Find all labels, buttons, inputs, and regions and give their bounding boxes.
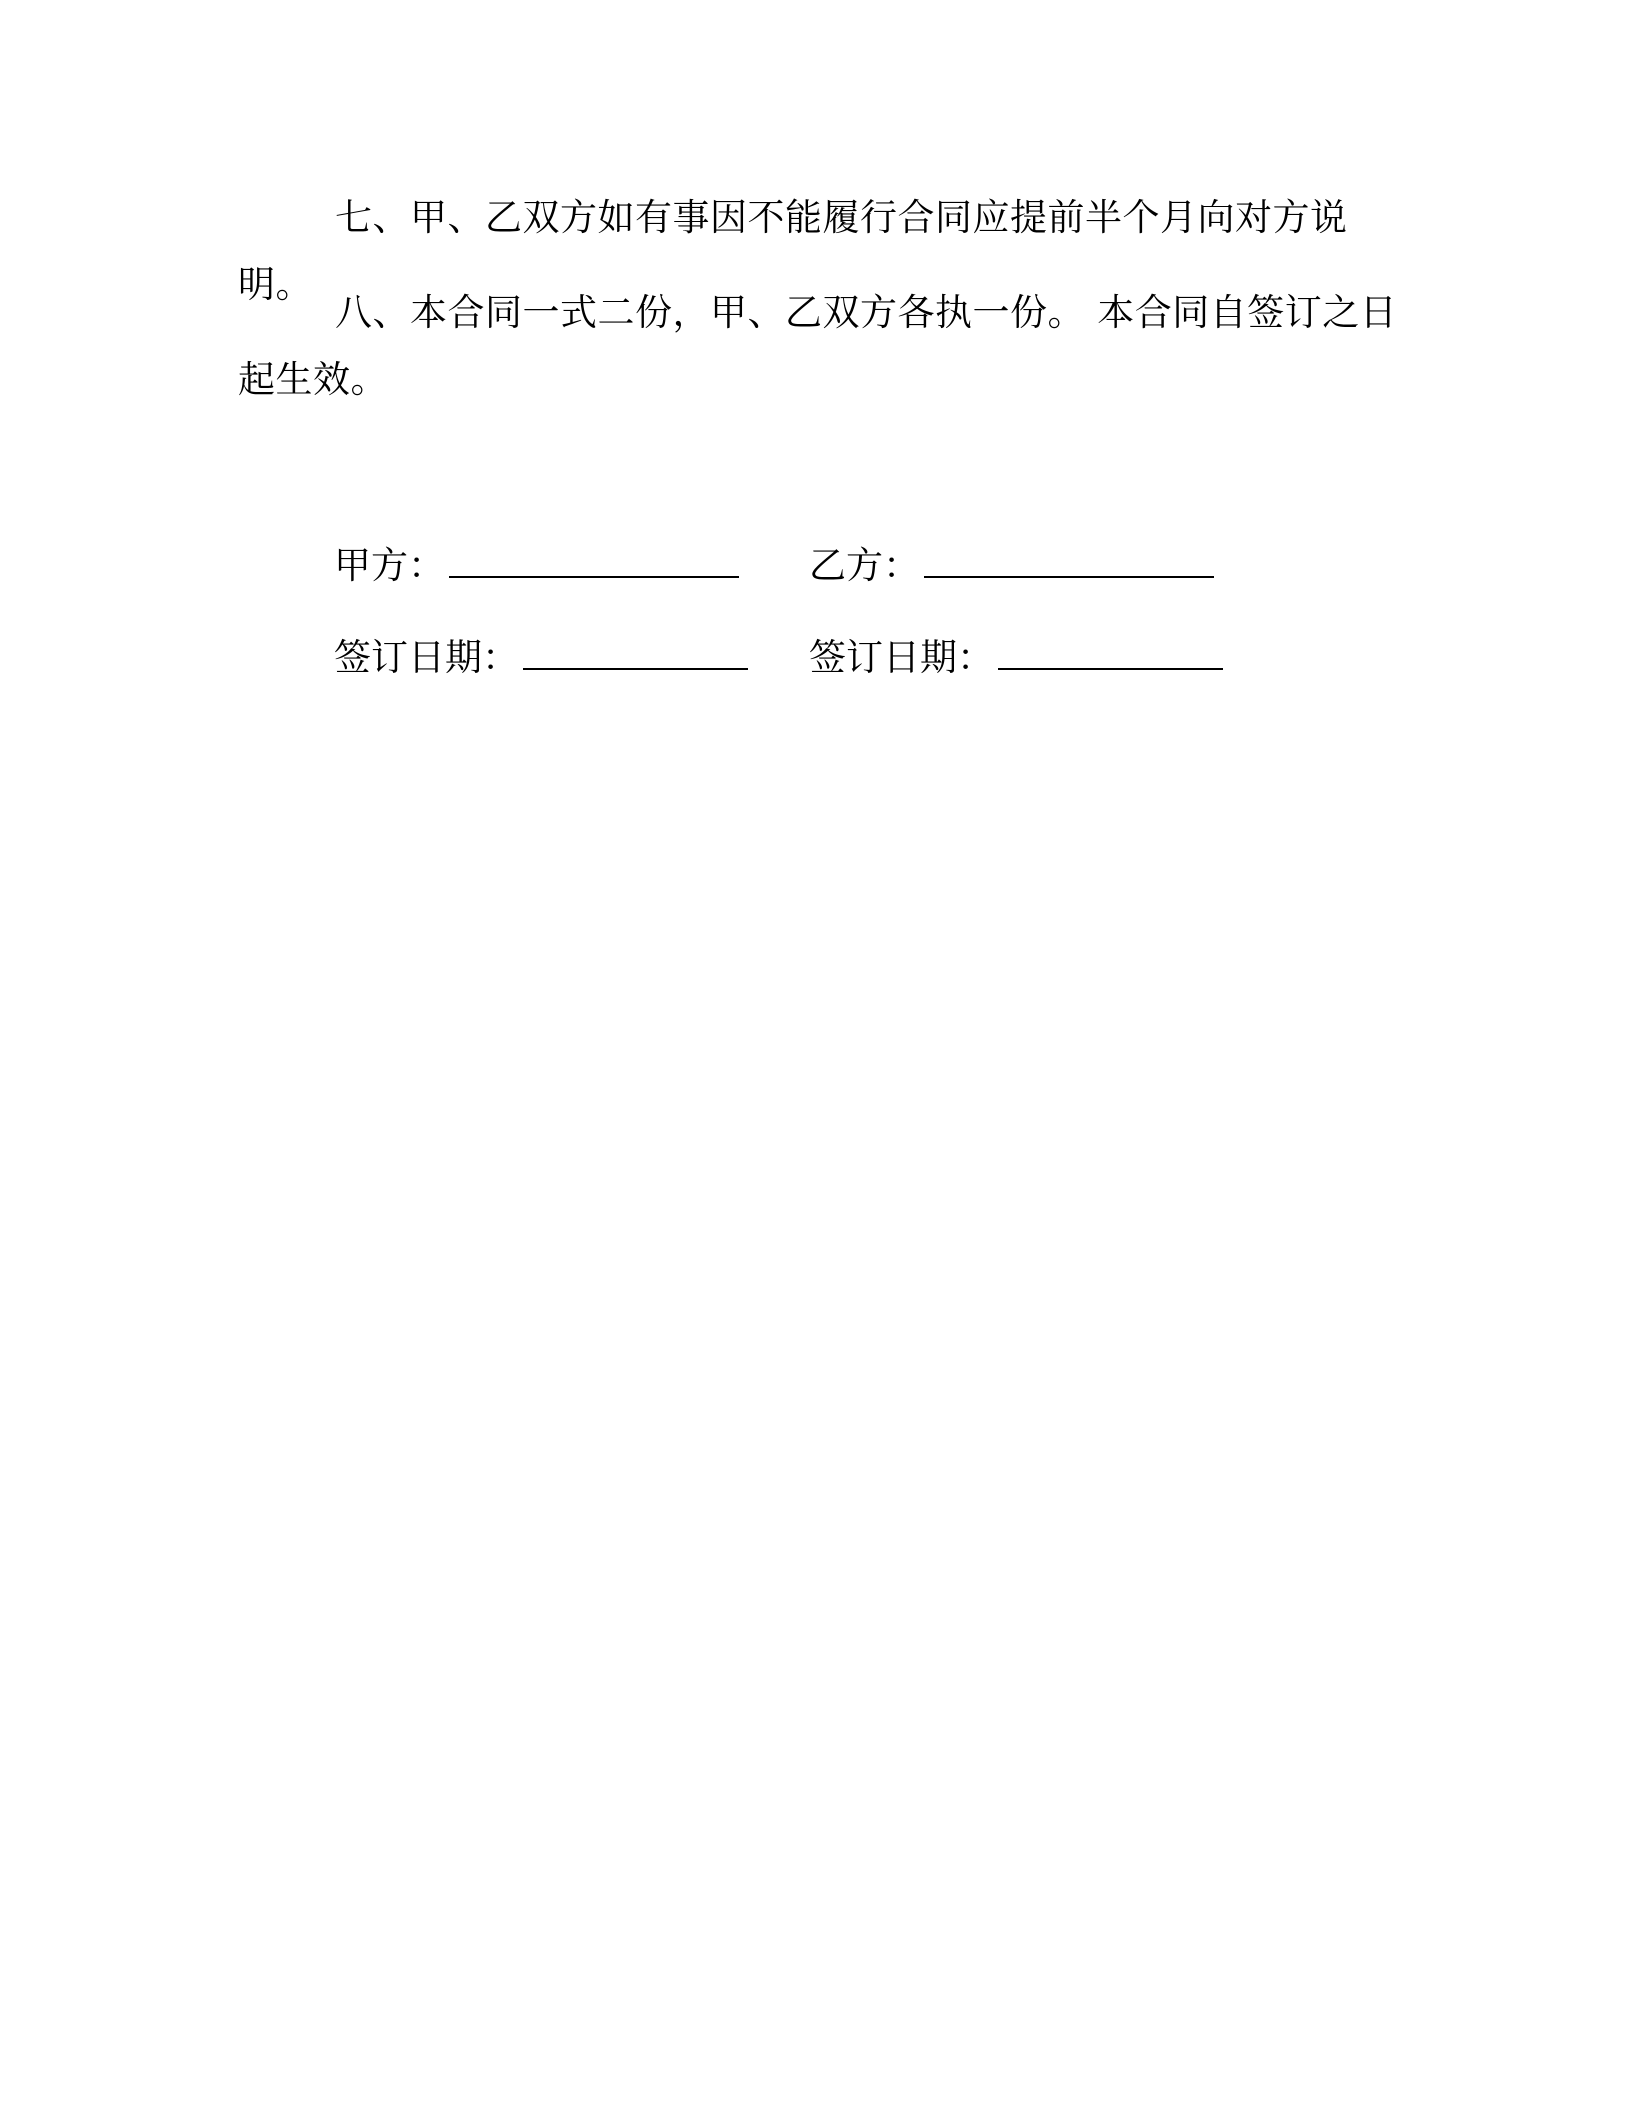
date-b-line <box>998 628 1223 670</box>
party-a-date <box>334 628 748 688</box>
party-a-signature <box>334 536 739 596</box>
clause-eight-text: 八、本合同一式二份，甲、乙双方各执一份。 本合同自签订之日起生效。 <box>238 291 1398 401</box>
party-b-date <box>809 628 1223 688</box>
party-a-label: 甲方： <box>334 544 445 587</box>
party-a-signature-line <box>449 536 739 578</box>
party-b-label: 乙方： <box>809 544 920 587</box>
party-b-signature-line <box>924 536 1214 578</box>
party-b-signature <box>809 536 1214 596</box>
clause-eight <box>238 279 1398 413</box>
signature-party-row <box>334 536 1334 596</box>
signature-date-row <box>334 628 1334 688</box>
clause-seven-text: 七、甲、乙双方如有事因不能履行合同应提前半个月向对方说明。 <box>238 196 1348 306</box>
date-a-label: 签订日期： <box>334 636 519 679</box>
date-a-line <box>523 628 748 670</box>
date-b-label: 签订日期： <box>809 636 994 679</box>
